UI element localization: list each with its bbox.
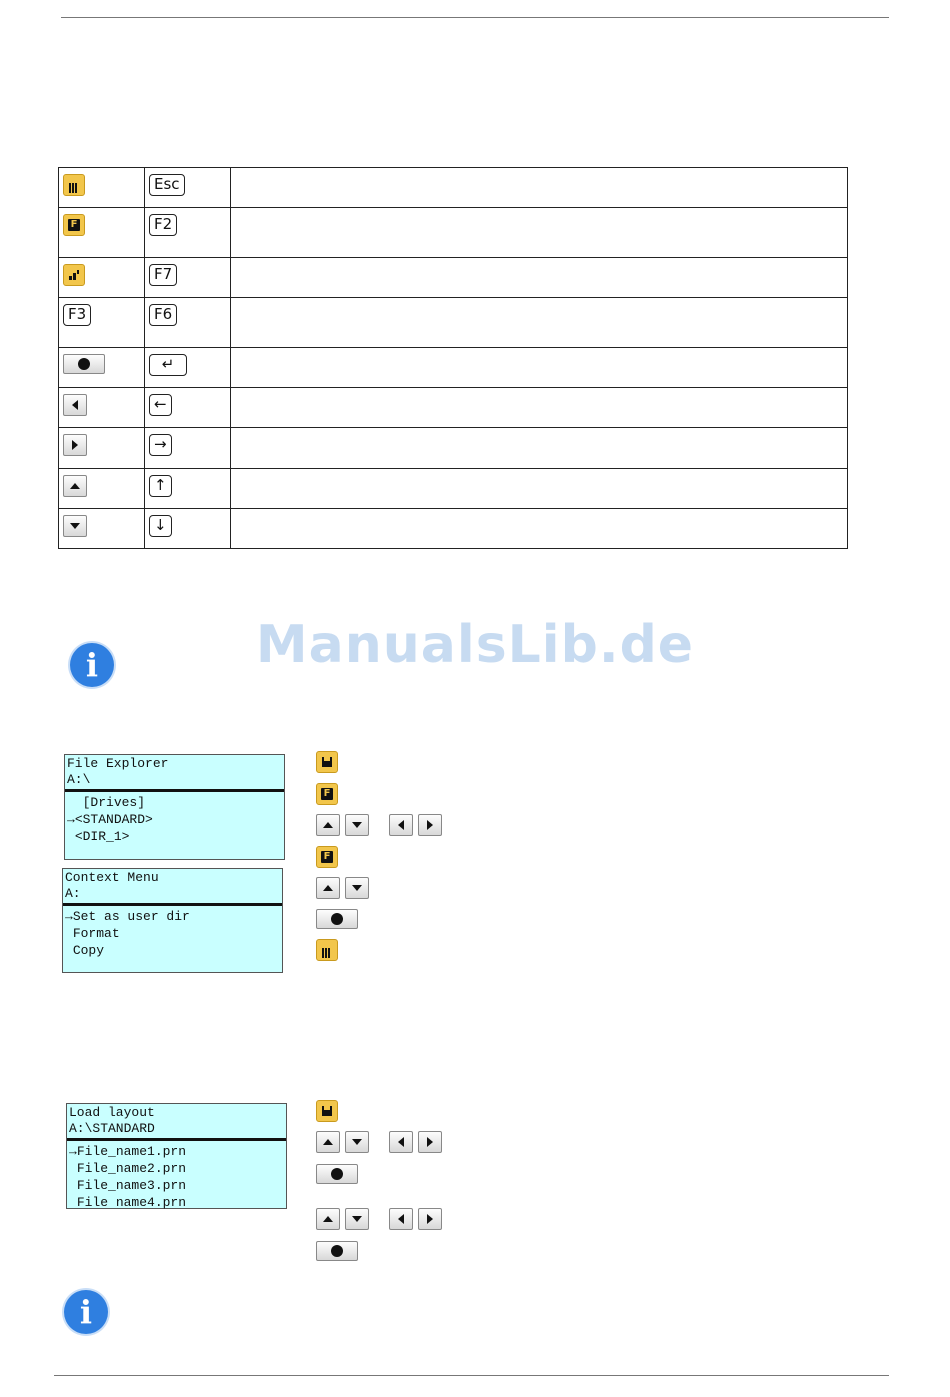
info-icon: i	[70, 643, 114, 687]
f2-key-icon: F2	[149, 214, 177, 236]
down-key-icon	[345, 877, 369, 899]
f3-key-icon: F3	[63, 304, 91, 326]
down-key-icon	[345, 1208, 369, 1230]
top-rule	[61, 17, 889, 18]
enter-key-icon	[63, 354, 105, 374]
left-key-icon	[63, 394, 87, 416]
arrow-down-key-icon: ↓	[149, 515, 172, 537]
key-row-up	[59, 469, 848, 509]
info-icon: i	[64, 1290, 108, 1334]
lcd-item-selected: →File_name1.prn	[69, 1144, 187, 1159]
selection-arrow-icon: →	[65, 909, 73, 924]
feed-key-icon	[63, 264, 85, 286]
load-layout-display	[66, 1103, 287, 1209]
f6-key-icon: F6	[149, 304, 177, 326]
menu-key-icon	[63, 174, 85, 196]
up-key-icon	[316, 1131, 340, 1153]
file-explorer-display	[64, 754, 285, 860]
lcd-item: File name4.prn	[76, 1195, 187, 1210]
key-row-feed	[59, 258, 848, 298]
lcd-item: Copy	[72, 943, 105, 958]
up-key-icon	[316, 1208, 340, 1230]
key-row-down	[59, 509, 848, 549]
watermark: ManualsLib.de	[255, 615, 695, 675]
lcd-path: A:	[65, 886, 81, 901]
menu-key-icon	[316, 939, 338, 961]
down-key-icon	[345, 1131, 369, 1153]
right-key-icon	[418, 814, 442, 836]
up-key-icon	[63, 475, 87, 497]
key-row-menu	[59, 168, 848, 208]
left-key-icon	[389, 814, 413, 836]
f7-key-icon: F7	[149, 264, 177, 286]
key-row-enter	[59, 348, 848, 388]
lcd-item: <DIR_1>	[74, 829, 130, 844]
left-key-icon	[389, 1131, 413, 1153]
key-row-right	[59, 428, 848, 469]
key-mapping-table	[58, 167, 848, 549]
lcd-path: A:\	[67, 772, 91, 787]
lcd-item: Format	[72, 926, 120, 941]
key-row-left	[59, 388, 848, 428]
lcd-item-selected: →<STANDARD>	[67, 812, 153, 827]
context-menu-display	[62, 868, 283, 973]
key-row-function	[59, 208, 848, 258]
up-key-icon	[316, 814, 340, 836]
lcd-title: Load layout	[69, 1105, 155, 1120]
selection-arrow-icon: →	[67, 812, 75, 827]
bottom-rule	[54, 1375, 889, 1376]
right-key-icon	[418, 1131, 442, 1153]
lcd-item: File_name2.prn	[76, 1161, 187, 1176]
enter-key-icon	[316, 1241, 358, 1261]
up-key-icon	[316, 877, 340, 899]
lcd-title: Context Menu	[65, 870, 159, 885]
arrow-right-key-icon: →	[149, 434, 172, 456]
function-key-icon: F	[316, 783, 338, 805]
left-key-icon	[389, 1208, 413, 1230]
down-key-icon	[345, 814, 369, 836]
return-key-icon: ↵	[149, 354, 187, 376]
enter-key-icon	[316, 1164, 358, 1184]
lcd-title: File Explorer	[67, 756, 169, 771]
save-key-icon	[316, 1100, 338, 1122]
function-key-icon: F	[63, 214, 85, 236]
selection-arrow-icon: →	[69, 1144, 77, 1159]
lcd-path: A:\STANDARD	[69, 1121, 155, 1136]
save-key-icon	[316, 751, 338, 773]
lcd-item: File_name3.prn	[76, 1178, 187, 1193]
key-row-f3	[59, 298, 848, 348]
lcd-item-selected: →Set as user dir	[65, 909, 190, 924]
arrow-up-key-icon: ↑	[149, 475, 172, 497]
function-key-icon: F	[316, 846, 338, 868]
enter-key-icon	[316, 909, 358, 929]
right-key-icon	[63, 434, 87, 456]
lcd-item: [Drives]	[82, 795, 146, 810]
arrow-left-key-icon: ←	[149, 394, 172, 416]
right-key-icon	[418, 1208, 442, 1230]
down-key-icon	[63, 515, 87, 537]
esc-key-icon: Esc	[149, 174, 185, 196]
